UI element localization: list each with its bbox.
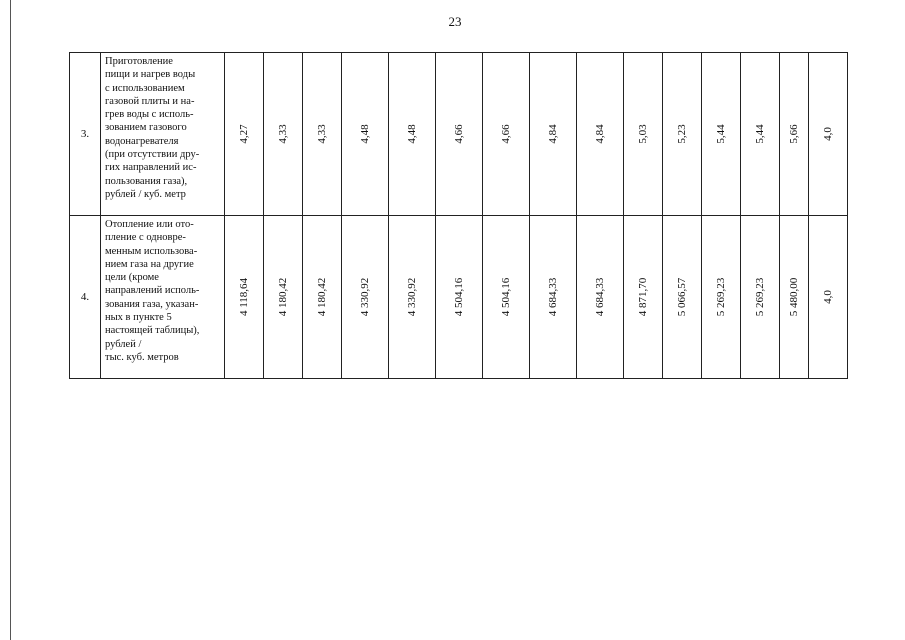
tariff-value: 5,03 [637, 124, 649, 144]
description-line: Отопление или ото- [105, 219, 194, 230]
tariff-cell [741, 216, 780, 379]
tariff-value: 5 269,23 [715, 277, 727, 317]
description-line: нием газа на другие [105, 258, 194, 270]
tariff-value: 4,33 [316, 124, 328, 144]
tariff-value: 4 871,70 [637, 277, 649, 317]
tariff-value: 5 480,00 [788, 277, 800, 317]
tariff-cell [225, 216, 264, 379]
tariff-value: 5,23 [676, 124, 688, 144]
tariff-cell [809, 216, 848, 379]
tariff-cell [483, 53, 530, 216]
description-line: гих направлений ис- [105, 162, 197, 174]
description-line: зования газа, указан- [105, 298, 199, 310]
tariff-value: 5,44 [715, 124, 727, 144]
tariff-cell [389, 53, 436, 216]
tariff-value: 4,66 [500, 124, 512, 144]
description-line: цели (кроме [105, 272, 159, 284]
tariff-value: 4 684,33 [547, 277, 559, 317]
tariff-value: 4,48 [406, 124, 418, 144]
tariff-value: 4 180,42 [316, 277, 328, 317]
tariff-cell [303, 216, 342, 379]
description-line: пищи и нагрев воды [105, 69, 196, 81]
description-line: водонагревателя [105, 135, 179, 147]
description-line: настоящей таблицы), [105, 325, 200, 337]
tariff-cell [530, 53, 577, 216]
tariff-value: 4,84 [594, 124, 606, 144]
tariff-value: 4 330,92 [406, 277, 418, 317]
description-line: направлений исполь- [105, 285, 200, 297]
tariff-cell [624, 216, 663, 379]
tariff-value: 4 118,64 [238, 277, 250, 317]
tariff-value: 4 330,92 [359, 277, 371, 317]
tariff-value: 4 684,33 [594, 277, 606, 317]
tariff-cell [530, 216, 577, 379]
tariff-value: 4,27 [238, 124, 250, 144]
description-line: с использованием [105, 82, 185, 94]
tariff-value: 4 180,42 [277, 277, 289, 317]
tariff-cell [780, 216, 809, 379]
tariff-cell [741, 53, 780, 216]
tariff-value: 4 504,16 [453, 277, 465, 317]
tariff-cell [389, 216, 436, 379]
description-line: пление с одновре- [105, 232, 186, 244]
page-number: 23 [448, 14, 462, 29]
table-row [70, 216, 848, 379]
description-line: рублей / [105, 338, 142, 350]
tariff-cell [436, 216, 483, 379]
description-line: (при отсутствии дру- [105, 149, 200, 161]
row-number: 4. [70, 216, 101, 379]
tariff-value: 5 269,23 [754, 277, 766, 317]
tariff-cell [436, 53, 483, 216]
tariff-value: 5,66 [788, 124, 800, 144]
table-row [70, 53, 848, 216]
description-line: тыс. куб. метров [105, 351, 179, 363]
description-line: газовой плиты и на- [105, 95, 195, 107]
tariff-cell [809, 53, 848, 216]
description-line: менным использова- [105, 245, 198, 257]
page-margin-line [10, 0, 11, 640]
tariff-cell [702, 216, 741, 379]
description-line: зованием газового [105, 122, 187, 134]
tariff-value: 4,0 [822, 290, 834, 304]
description-line: Приготовление [105, 56, 173, 67]
tariff-cell [624, 53, 663, 216]
tariff-cell [342, 216, 389, 379]
description-line: рублей / куб. метр [105, 188, 186, 200]
tariff-cell [342, 53, 389, 216]
tariff-value: 4,66 [453, 124, 465, 144]
tariff-cell [702, 53, 741, 216]
description-line: ных в пункте 5 [105, 312, 172, 324]
row-description [101, 53, 225, 216]
tariff-cell [663, 53, 702, 216]
tariff-value: 4,84 [547, 124, 559, 144]
tariff-value: 5,44 [754, 124, 766, 144]
tariff-cell [780, 53, 809, 216]
tariff-cell [303, 53, 342, 216]
row-description [101, 216, 225, 379]
tariff-value: 4,33 [277, 124, 289, 144]
tariff-cell [577, 53, 624, 216]
tariff-cell [225, 53, 264, 216]
tariff-value: 5 066,57 [676, 277, 688, 317]
tariff-table [69, 52, 848, 379]
description-line: грев воды с исполь- [105, 109, 194, 121]
tariff-cell [483, 216, 530, 379]
tariff-cell [577, 216, 624, 379]
tariff-value: 4,48 [359, 124, 371, 144]
row-number: 3. [70, 53, 101, 216]
tariff-value: 4,0 [822, 127, 834, 141]
tariff-cell [663, 216, 702, 379]
tariff-cell [264, 216, 303, 379]
description-line: пользования газа), [105, 175, 188, 187]
tariff-value: 4 504,16 [500, 277, 512, 317]
tariff-cell [264, 53, 303, 216]
